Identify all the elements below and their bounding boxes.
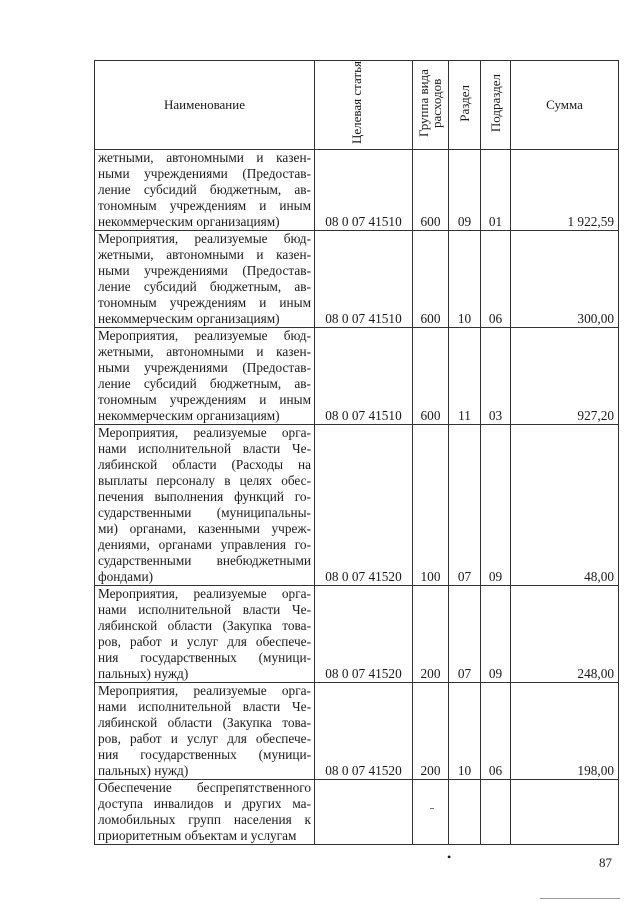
cell-section-value: 07 bbox=[457, 666, 472, 681]
footer-rule bbox=[540, 898, 620, 899]
cell-subsection bbox=[481, 150, 511, 231]
cell-name bbox=[95, 150, 315, 231]
name-line: ными учреждениями (Предостав- bbox=[98, 360, 311, 375]
budget-table bbox=[94, 60, 619, 845]
header-expense-group: Группа вида расходов bbox=[413, 61, 449, 150]
name-line: нами исполнительной власти Че- bbox=[98, 441, 311, 456]
cell-target-article bbox=[315, 328, 413, 425]
cell-section bbox=[449, 683, 481, 780]
name-line: доступа инвалидов и других ма- bbox=[98, 796, 311, 811]
scan-mark bbox=[430, 808, 434, 809]
cell-expense-group-value: 100 bbox=[420, 569, 441, 584]
header-amount: Сумма bbox=[511, 61, 619, 150]
cell-amount-value: 248,00 bbox=[577, 666, 614, 681]
table-row bbox=[95, 150, 619, 231]
cell-amount-value: 927,20 bbox=[577, 408, 614, 423]
cell-expense-group bbox=[413, 231, 449, 328]
name-line: печения выполнения функций го- bbox=[98, 489, 311, 504]
name-line: ление субсидий бюджетным, ав- bbox=[98, 182, 311, 197]
cell-target-article bbox=[315, 150, 413, 231]
cell-name bbox=[95, 231, 315, 328]
cell-subsection-value: 09 bbox=[488, 666, 503, 681]
name-line: дениями, органами управления го- bbox=[98, 537, 311, 552]
name-line: ломобильных групп населения к bbox=[98, 812, 311, 827]
name-line: нами исполнительной власти Че- bbox=[98, 602, 311, 617]
name-line: пальных) нужд) bbox=[98, 666, 189, 681]
cell-name bbox=[95, 425, 315, 586]
cell-target-article bbox=[315, 683, 413, 780]
table-row bbox=[95, 683, 619, 780]
cell-expense-group bbox=[413, 683, 449, 780]
name-line: ными учреждениями (Предостав- bbox=[98, 263, 311, 278]
cell-subsection-value: 03 bbox=[488, 408, 503, 423]
cell-section bbox=[449, 150, 481, 231]
cell-subsection bbox=[481, 328, 511, 425]
name-line: Мероприятия, реализуемые орга- bbox=[98, 586, 311, 601]
name-line: тономным учреждениям и иным bbox=[98, 392, 311, 407]
cell-amount bbox=[511, 231, 619, 328]
cell-target-article bbox=[315, 586, 413, 683]
cell-expense-group bbox=[413, 150, 449, 231]
cell-amount bbox=[511, 683, 619, 780]
cell-section-value bbox=[449, 828, 480, 844]
cell-name bbox=[95, 328, 315, 425]
cell-amount-value bbox=[511, 828, 614, 844]
cell-amount-value: 48,00 bbox=[584, 569, 614, 584]
cell-section-value: 11 bbox=[458, 408, 471, 423]
header-section: Раздел bbox=[449, 61, 481, 150]
name-line: тономным учреждениям и иным bbox=[98, 295, 311, 310]
cell-target-article-value: 08 0 07 41510 bbox=[325, 311, 402, 326]
cell-subsection bbox=[481, 231, 511, 328]
cell-subsection-value bbox=[481, 828, 510, 844]
cell-subsection bbox=[481, 586, 511, 683]
cell-amount-value: 198,00 bbox=[577, 763, 614, 778]
name-line: Обеспечение беспрепятственного bbox=[98, 780, 311, 795]
name-line: Мероприятия, реализуемые бюд- bbox=[98, 231, 311, 246]
cell-section-value: 10 bbox=[457, 763, 472, 778]
name-line: Мероприятия, реализуемые орга- bbox=[98, 683, 311, 698]
cell-expense-group-value: 600 bbox=[420, 214, 441, 229]
cell-subsection-value: 06 bbox=[488, 311, 503, 326]
cell-section-value: 09 bbox=[457, 214, 472, 229]
name-line: тономным учреждениям и иным bbox=[98, 198, 311, 213]
name-line: лябинской области (Закупка това- bbox=[98, 618, 311, 633]
cell-subsection bbox=[481, 780, 511, 845]
cell-section bbox=[449, 231, 481, 328]
name-line: приоритетным объектам и услугам bbox=[98, 828, 297, 843]
cell-target-article bbox=[315, 425, 413, 586]
name-line: жетными, автономными и казен- bbox=[98, 150, 311, 165]
header-subsection: Подраздел bbox=[481, 61, 511, 150]
table-row bbox=[95, 425, 619, 586]
cell-expense-group bbox=[413, 425, 449, 586]
name-line: сударственными внебюджетными bbox=[98, 553, 311, 568]
cell-subsection-value: 09 bbox=[488, 569, 503, 584]
cell-expense-group-value: 200 bbox=[420, 763, 441, 778]
name-line: ными учреждениями (Предостав- bbox=[98, 166, 311, 181]
cell-expense-group-value bbox=[413, 828, 448, 844]
cell-name bbox=[95, 586, 315, 683]
table-row bbox=[95, 586, 619, 683]
name-line: ление субсидий бюджетным, ав- bbox=[98, 376, 311, 391]
cell-expense-group-value: 600 bbox=[420, 408, 441, 423]
page-number: 87 bbox=[599, 855, 612, 870]
cell-amount bbox=[511, 780, 619, 845]
header-target-article: Целевая статья bbox=[315, 61, 413, 150]
cell-target-article-value: 08 0 07 41520 bbox=[325, 666, 402, 681]
name-line: ров, работ и услуг для обеспече- bbox=[98, 634, 311, 649]
cell-amount bbox=[511, 425, 619, 586]
name-line: ление субсидий бюджетным, ав- bbox=[98, 279, 311, 294]
cell-target-article-value bbox=[315, 828, 412, 844]
name-line: жетными, автономными и казен- bbox=[98, 344, 311, 359]
cell-target-article-value: 08 0 07 41520 bbox=[325, 569, 402, 584]
cell-target-article bbox=[315, 780, 413, 845]
cell-expense-group bbox=[413, 328, 449, 425]
cell-subsection-value: 01 bbox=[488, 214, 503, 229]
cell-expense-group bbox=[413, 780, 449, 845]
name-line: фондами) bbox=[98, 569, 154, 584]
name-line: нами исполнительной власти Че- bbox=[98, 699, 311, 714]
name-line: лябинской области (Закупка това- bbox=[98, 715, 311, 730]
name-line: ния государственных (муници- bbox=[98, 747, 311, 762]
table-row bbox=[95, 328, 619, 425]
table-body bbox=[95, 150, 619, 845]
name-line: ния государственных (муници- bbox=[98, 650, 311, 665]
cell-expense-group bbox=[413, 586, 449, 683]
cell-amount-value: 1 922,59 bbox=[567, 214, 614, 229]
cell-subsection bbox=[481, 683, 511, 780]
name-line: некоммерческим организациям) bbox=[98, 214, 280, 229]
name-line: ми) органами, казенными учреж- bbox=[98, 521, 311, 536]
cell-target-article bbox=[315, 231, 413, 328]
cell-target-article-value: 08 0 07 41520 bbox=[325, 763, 402, 778]
cell-subsection bbox=[481, 425, 511, 586]
cell-section-value: 07 bbox=[457, 569, 472, 584]
cell-amount bbox=[511, 586, 619, 683]
name-line: сударственными (муниципальны- bbox=[98, 505, 311, 520]
cell-target-article-value: 08 0 07 41510 bbox=[325, 408, 402, 423]
cell-section bbox=[449, 328, 481, 425]
footer-bullet: • bbox=[447, 850, 452, 864]
name-line: ров, работ и услуг для обеспече- bbox=[98, 731, 311, 746]
cell-section bbox=[449, 780, 481, 845]
name-line: некоммерческим организациям) bbox=[98, 311, 280, 326]
name-line: лябинской области (Расходы на bbox=[98, 457, 311, 472]
cell-target-article-value: 08 0 07 41510 bbox=[325, 214, 402, 229]
name-line: Мероприятия, реализуемые орга- bbox=[98, 425, 311, 440]
name-line: некоммерческим организациям) bbox=[98, 408, 280, 423]
cell-amount bbox=[511, 150, 619, 231]
name-line: Мероприятия, реализуемые бюд- bbox=[98, 328, 311, 343]
cell-section bbox=[449, 425, 481, 586]
cell-name bbox=[95, 683, 315, 780]
cell-expense-group-value: 600 bbox=[420, 311, 441, 326]
cell-expense-group-value: 200 bbox=[420, 666, 441, 681]
name-line: жетными, автономными и казен- bbox=[98, 247, 311, 262]
cell-name bbox=[95, 780, 315, 845]
name-line: выплаты персоналу в целях обес- bbox=[98, 473, 311, 488]
cell-subsection-value: 06 bbox=[488, 763, 503, 778]
cell-section-value: 10 bbox=[457, 311, 472, 326]
table-row bbox=[95, 231, 619, 328]
header-name: Наименование bbox=[95, 61, 315, 150]
table-row bbox=[95, 780, 619, 845]
cell-amount-value: 300,00 bbox=[577, 311, 614, 326]
cell-section bbox=[449, 586, 481, 683]
table-header-row bbox=[95, 61, 619, 150]
cell-amount bbox=[511, 328, 619, 425]
name-line: пальных) нужд) bbox=[98, 763, 189, 778]
